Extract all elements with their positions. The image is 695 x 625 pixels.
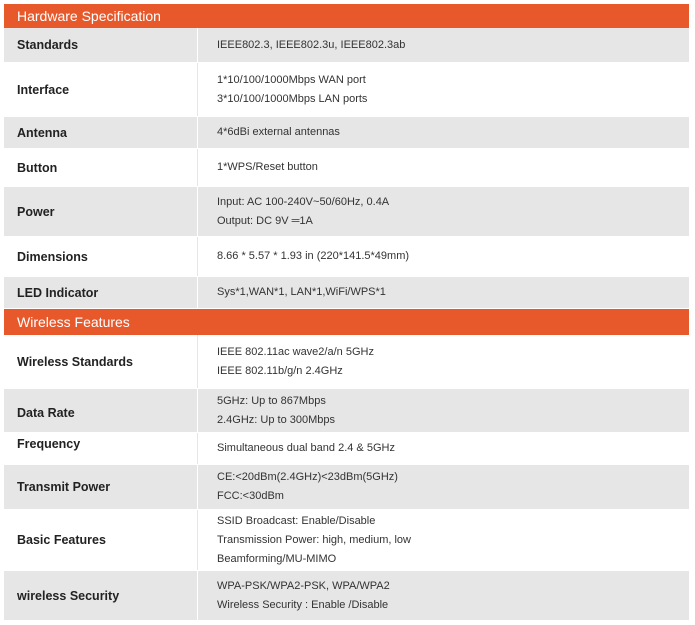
row-label: Antenna	[4, 117, 198, 148]
spec-row-power	[4, 187, 689, 237]
row-value	[198, 187, 689, 236]
row-label: Data Rate	[4, 389, 198, 432]
spec-row-dimensions	[4, 237, 689, 277]
value-line: Simultaneous dual band 2.4 & 5GHz	[217, 442, 395, 454]
row-value	[198, 465, 689, 509]
row-value	[198, 335, 689, 388]
value-line: 4*6dBi external antennas	[217, 126, 340, 138]
value-line: SSID Broadcast: Enable/Disable	[217, 514, 376, 527]
spec-row-standards	[4, 28, 689, 63]
value-line: IEEE802.3, IEEE802.3u, IEEE802.3ab	[217, 38, 406, 51]
section-header-wireless	[4, 309, 689, 335]
row-value	[198, 237, 689, 276]
spec-row-frequency	[4, 433, 689, 465]
value-line: 8.66 * 5.57 * 1.93 in (220*141.5*49mm)	[217, 250, 410, 262]
row-label: wireless Security	[4, 571, 198, 620]
row-value	[198, 149, 689, 186]
value-line: CE:<20dBm(2.4GHz)<23dBm(5GHz)	[217, 471, 398, 483]
value-line: Sys*1,WAN*1, LAN*1,WiFi/WPS*1	[217, 286, 386, 298]
row-label: Wireless Standards	[4, 335, 198, 388]
section-header-hardware	[4, 4, 689, 28]
value-line: 5GHz: Up to 867Mbps	[217, 394, 326, 407]
value-line: 1*10/100/1000Mbps WAN port	[217, 73, 366, 86]
row-value	[198, 277, 689, 308]
section-title: Hardware Specification	[17, 8, 161, 24]
value-line: Wireless Security : Enable /Disable	[217, 598, 389, 611]
row-value	[198, 63, 689, 116]
spec-row-led-indicator	[4, 277, 689, 309]
value-line: 3*10/100/1000Mbps LAN ports	[217, 92, 368, 105]
row-label: Transmit Power	[4, 465, 198, 509]
row-value	[198, 28, 689, 62]
row-label: Dimensions	[4, 237, 198, 276]
value-line: 2.4GHz: Up to 300Mbps	[217, 413, 336, 426]
spec-row-transmit-power	[4, 465, 689, 510]
row-value	[198, 510, 689, 570]
row-label: Power	[4, 187, 198, 236]
row-label: Frequency	[4, 433, 198, 464]
row-value	[198, 433, 689, 464]
value-line: Transmission Power: high, medium, low	[217, 533, 411, 546]
row-label: Standards	[4, 28, 198, 62]
row-value	[198, 117, 689, 148]
value-line: Beamforming/MU-MIMO	[217, 552, 337, 565]
spec-row-interface	[4, 63, 689, 117]
value-line: Input: AC 100-240V~50/60Hz, 0.4A	[217, 195, 390, 208]
spec-row-wireless-security	[4, 571, 689, 621]
spec-row-wireless-standards	[4, 335, 689, 389]
row-label: LED Indicator	[4, 277, 198, 308]
row-label: Interface	[4, 63, 198, 116]
row-value	[198, 389, 689, 432]
value-line: IEEE 802.11ac wave2/a/n 5GHz	[217, 345, 374, 358]
spec-row-data-rate	[4, 389, 689, 433]
row-label: Button	[4, 149, 198, 186]
value-line: FCC:<30dBm	[217, 490, 284, 502]
value-line: Output: DC 9V ═1A	[217, 214, 313, 227]
value-line: WPA-PSK/WPA2-PSK, WPA/WPA2	[217, 579, 390, 592]
value-line: IEEE 802.11b/g/n 2.4GHz	[217, 364, 343, 377]
spec-row-button	[4, 149, 689, 187]
spec-row-basic-features	[4, 510, 689, 571]
row-label: Basic Features	[4, 510, 198, 570]
section-title: Wireless Features	[17, 314, 130, 330]
row-value	[198, 571, 689, 620]
spec-row-antenna	[4, 117, 689, 149]
value-line: 1*WPS/Reset button	[217, 161, 318, 173]
